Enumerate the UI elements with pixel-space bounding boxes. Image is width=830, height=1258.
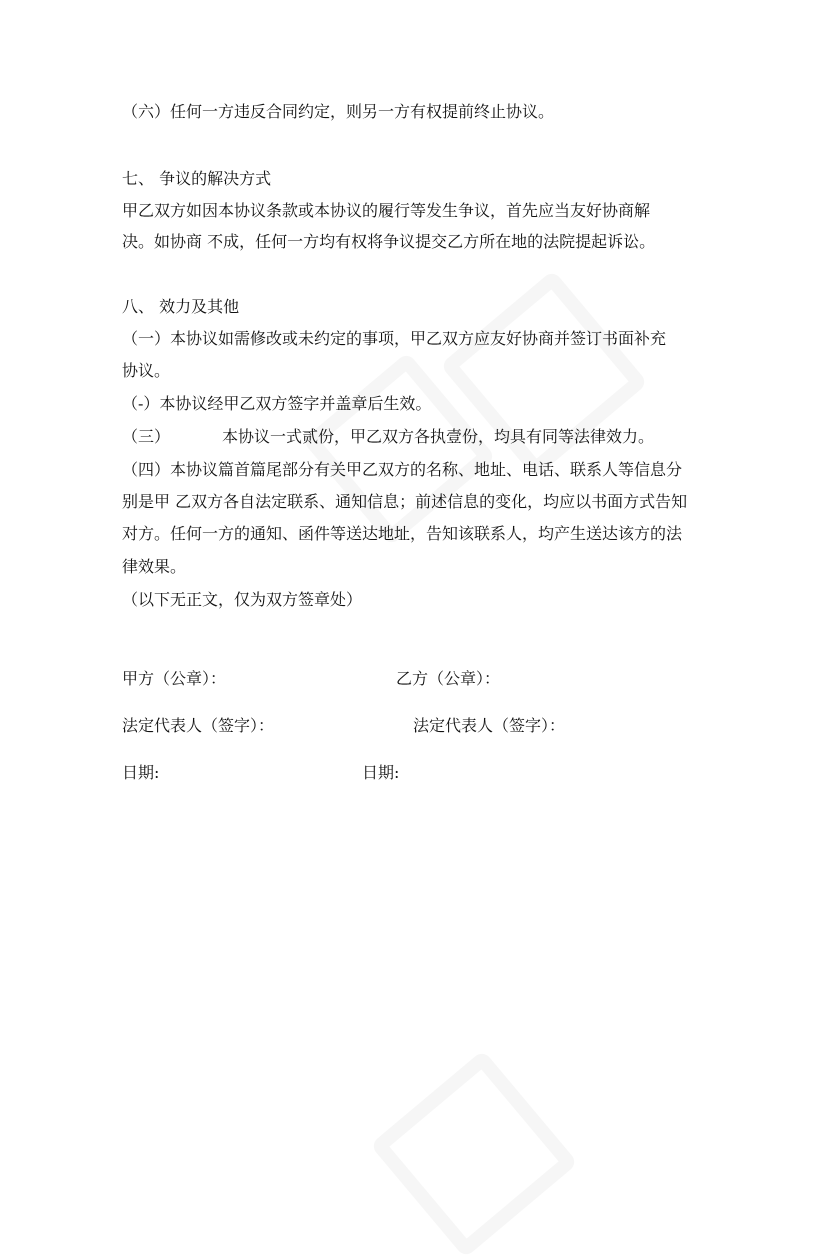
section8-item4-line2: 别是甲 乙双方各自法定联系、通知信息；前述信息的变化，均应以书面方式告知 bbox=[122, 492, 688, 511]
party-b-date-label: 日期: bbox=[362, 763, 400, 782]
watermark-shape bbox=[302, 352, 496, 546]
section7-body-line2: 决。如协商 不成，任何一方均有权将争议提交乙方所在地的法院提起诉讼。 bbox=[122, 232, 656, 251]
section8-item3 bbox=[122, 427, 654, 447]
party-b-seal-label: 乙方（公章）： bbox=[396, 669, 501, 688]
watermark-shape bbox=[370, 1050, 579, 1258]
party-b-rep-label: 法定代表人（签字）： bbox=[413, 716, 566, 735]
section8-heading: 八、 效力及其他 bbox=[122, 297, 240, 316]
no-text-below-note: （以下无正文，仅为双方签章处） bbox=[122, 590, 363, 609]
party-a-rep-label: 法定代表人（签字）： bbox=[122, 716, 275, 735]
section8-item1-line2: 协议。 bbox=[122, 361, 171, 380]
party-a-date-label: 日期: bbox=[122, 763, 160, 782]
section8-item1-line1: （一）本协议如需修改或未约定的事项，甲乙双方应友好协商并签订书面补充 bbox=[122, 329, 667, 348]
section7-heading: 七、 争议的解决方式 bbox=[122, 169, 272, 188]
section8-item4-line3: 对方。任何一方的通知、函件等送达地址，告知该联系人，均产生送达该方的法 bbox=[122, 524, 683, 543]
section7-body-line1: 甲乙双方如因本协议条款或本协议的履行等发生争议，首先应当友好协商解 bbox=[122, 201, 651, 220]
section8-item4-line1: （四）本协议篇首篇尾部分有关甲乙双方的名称、地址、电话、联系人等信息分 bbox=[122, 460, 683, 479]
section8-item4-line4: 律效果。 bbox=[122, 557, 187, 576]
section8-item2: （-）本协议经甲乙双方签字并盖章后生效。 bbox=[122, 394, 432, 413]
section8-item3-text: 本协议一式贰份，甲乙双方各执壹份，均具有同等法律效力。 bbox=[222, 427, 655, 446]
party-a-seal-label: 甲方（公章）： bbox=[122, 669, 227, 688]
section6-terminate-clause: （六）任何一方违反合同约定，则另一方有权提前终止协议。 bbox=[122, 102, 555, 121]
section8-item3-label: （三） bbox=[122, 427, 171, 446]
